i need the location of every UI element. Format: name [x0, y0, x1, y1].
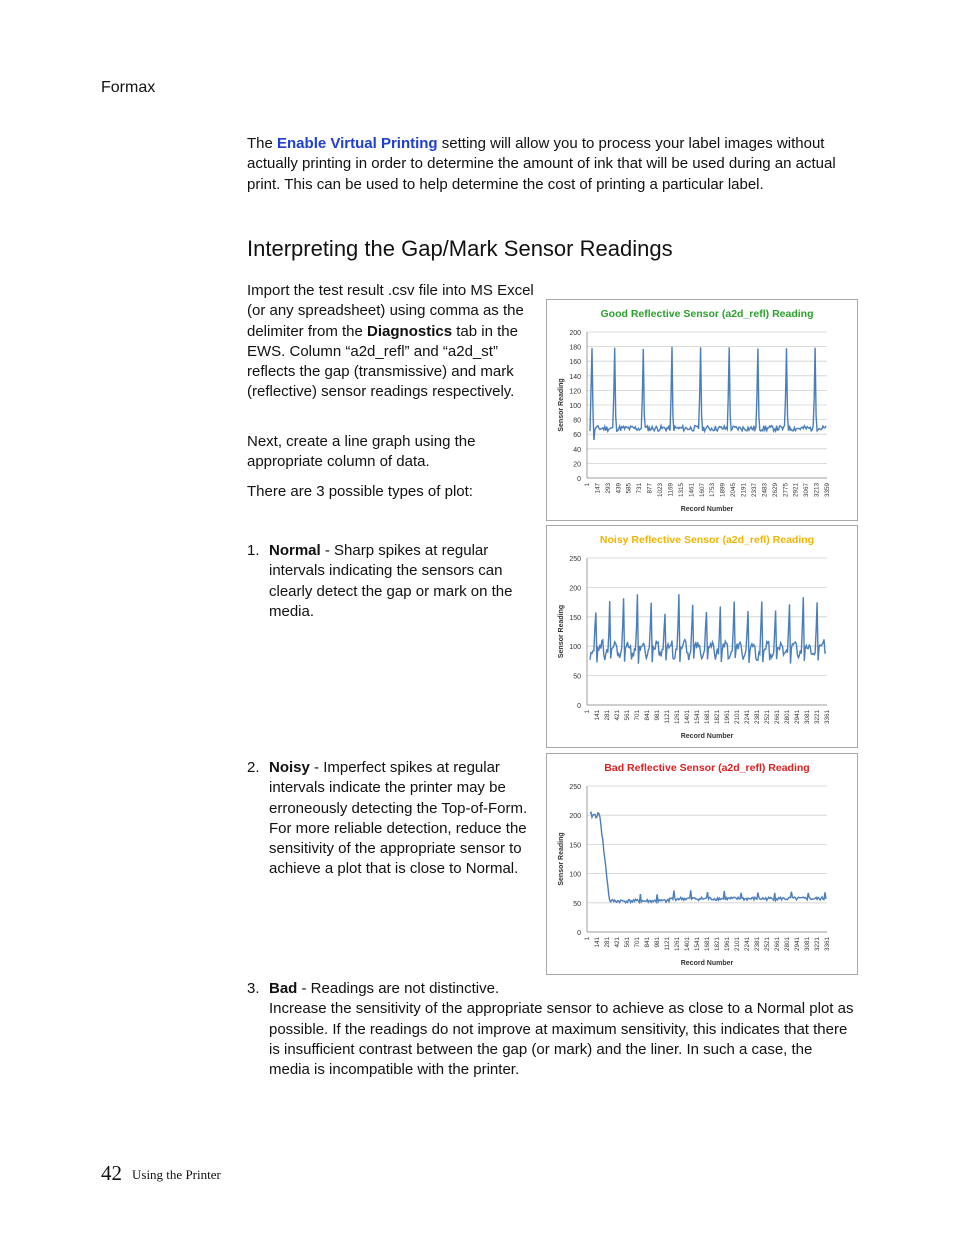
x-tick-label: 3213	[813, 483, 821, 498]
y-axis-label: Sensor Reading	[558, 378, 565, 432]
list-item-noisy	[247, 758, 537, 880]
list-term: Noisy	[269, 759, 310, 776]
x-tick-label: 1541	[694, 710, 701, 725]
y-tick-label: 160	[569, 359, 581, 367]
y-tick-label: 140	[569, 373, 581, 381]
x-tick-label: 1315	[677, 483, 685, 498]
list-term: Normal	[269, 542, 321, 559]
intro-suffix: setting will allow you to process your label images without actually printing in order to determine the amount of ink that will be used during an actual print. This can be used to help determine the cost of printing a particular label.	[247, 135, 836, 193]
y-tick-label: 150	[569, 842, 581, 850]
x-tick-label: 1681	[704, 710, 711, 725]
x-tick-label: 2801	[784, 710, 791, 725]
intro-prefix: The	[247, 135, 278, 152]
x-tick-label: 1821	[714, 710, 721, 725]
diagnostics-bold: Diagnostics	[367, 322, 453, 340]
import-text-a: Import the test result .csv file into MS Excel (or any spreadsheet) using comma as the delimiter from the	[247, 282, 534, 340]
chart-good-svg	[547, 300, 857, 520]
list-number: 2.	[247, 759, 260, 776]
x-tick-label: 3081	[804, 710, 811, 725]
x-tick-label: 141	[594, 710, 601, 721]
y-tick-label: 50	[573, 900, 581, 908]
x-tick-label: 701	[634, 710, 641, 721]
x-tick-label: 2921	[792, 483, 800, 498]
x-tick-label: 3359	[824, 483, 831, 498]
x-tick-label: 1	[584, 937, 591, 941]
x-tick-label: 2101	[734, 937, 741, 952]
x-tick-label: 1261	[674, 710, 681, 725]
x-tick-label: 841	[644, 937, 651, 948]
x-tick-label: 2661	[774, 937, 781, 952]
x-tick-label: 2775	[782, 483, 790, 498]
x-tick-label: 981	[654, 710, 661, 721]
list-description: - Readings are not distinctive.	[297, 980, 500, 997]
y-tick-label: 180	[569, 344, 581, 352]
list-number: 3.	[247, 980, 260, 997]
chart-bad	[546, 753, 858, 975]
list-number: 1.	[247, 542, 260, 559]
chart-noisy	[546, 525, 858, 748]
series-line	[590, 347, 826, 440]
x-tick-label: 281	[604, 710, 611, 721]
y-tick-label: 100	[569, 871, 581, 879]
y-tick-label: 0	[577, 703, 581, 710]
y-tick-label: 250	[569, 556, 581, 563]
x-tick-label: 2241	[744, 710, 751, 725]
y-tick-label: 0	[577, 476, 581, 483]
x-tick-label: 585	[625, 483, 633, 494]
y-tick-label: 40	[573, 446, 581, 454]
x-tick-label: 2483	[761, 483, 769, 498]
chart-title: Bad Reflective Sensor (a2d_refl) Reading	[604, 762, 810, 774]
x-tick-label: 701	[634, 937, 641, 948]
x-tick-label: 1121	[664, 937, 671, 951]
x-tick-label: 2521	[764, 937, 771, 952]
y-axis-label: Sensor Reading	[558, 832, 565, 886]
x-tick-label: 1681	[704, 937, 711, 952]
x-tick-label: 2661	[774, 710, 781, 725]
import-text-b: tab in the EWS. Column “a2d_refl” and “a2d_st” reflects the gap (transmissive) and mark (reflective) sensor readings respectively.	[247, 322, 518, 401]
chart-title: Good Reflective Sensor (a2d_refl) Reading	[600, 308, 814, 320]
x-tick-label: 1	[584, 483, 591, 487]
x-tick-label: 2941	[794, 710, 801, 725]
y-tick-label: 200	[569, 585, 581, 593]
x-tick-label: 877	[646, 483, 654, 494]
list-description: - Imperfect spikes at regular intervals indicate the printer may be erroneously detecting the Top-of-Form. For more reliable detection, reduce the sensitivity of the appropriate sensor to achieve a plot that is close to Normal.	[269, 759, 528, 878]
x-tick-label: 2941	[794, 937, 801, 952]
x-tick-label: 421	[614, 710, 621, 721]
series-line	[590, 594, 826, 663]
list-item-normal	[247, 541, 537, 622]
x-tick-label: 2801	[784, 937, 791, 952]
x-tick-label: 147	[594, 483, 602, 494]
chart-bad-svg	[547, 754, 857, 974]
y-tick-label: 250	[569, 784, 581, 791]
x-tick-label: 1401	[684, 710, 691, 725]
y-tick-label: 200	[569, 813, 581, 821]
chart-good	[546, 299, 858, 521]
x-tick-label: 3361	[824, 937, 831, 952]
import-paragraph	[247, 281, 537, 403]
y-tick-label: 50	[573, 673, 581, 681]
x-tick-label: 1821	[714, 937, 721, 952]
x-tick-label: 981	[654, 937, 661, 948]
x-tick-label: 1	[584, 710, 591, 714]
y-tick-label: 100	[569, 403, 581, 410]
x-tick-label: 141	[594, 937, 601, 948]
section-title: Interpreting the Gap/Mark Sensor Readings	[247, 236, 673, 261]
x-tick-label: 2191	[740, 483, 748, 498]
x-tick-label: 3067	[803, 483, 811, 498]
x-tick-label: 1401	[684, 937, 691, 952]
x-tick-label: 2045	[730, 483, 738, 498]
x-tick-label: 561	[624, 937, 631, 948]
y-tick-label: 100	[569, 644, 581, 652]
x-tick-label: 281	[604, 937, 611, 948]
list-term: Bad	[269, 980, 298, 997]
list-description: - Sharp spikes at regular intervals indicating the sensors can clearly detect the gap or mark on the media.	[269, 542, 513, 620]
x-tick-label: 2337	[750, 483, 758, 498]
y-tick-label: 0	[577, 930, 581, 937]
x-tick-label: 1023	[657, 483, 665, 498]
x-tick-label: 2521	[764, 710, 771, 725]
x-tick-label: 1753	[709, 483, 717, 498]
page-number: 42	[101, 1161, 122, 1185]
y-tick-label: 200	[569, 330, 581, 337]
x-tick-label: 3361	[824, 710, 831, 725]
x-tick-label: 1169	[667, 483, 675, 497]
series-line	[590, 812, 826, 902]
x-tick-label: 841	[644, 710, 651, 721]
y-tick-label: 120	[569, 388, 581, 396]
line-graph-paragraph: Next, create a line graph using the appropriate column of data.	[247, 433, 476, 471]
x-tick-label: 3081	[804, 937, 811, 952]
x-tick-label: 1541	[694, 937, 701, 952]
x-tick-label: 3221	[814, 710, 821, 725]
x-tick-label: 561	[624, 710, 631, 721]
x-tick-label: 1461	[688, 483, 696, 498]
x-tick-label: 2381	[754, 710, 761, 725]
x-tick-label: 421	[614, 937, 621, 948]
y-tick-label: 80	[573, 417, 581, 425]
x-axis-label: Record Number	[680, 733, 734, 740]
x-axis-label: Record Number	[680, 960, 734, 967]
x-tick-label: 2241	[744, 937, 751, 952]
x-tick-label: 2381	[754, 937, 761, 952]
running-header: Formax	[101, 79, 156, 96]
plot-types-paragraph: There are 3 possible types of plot:	[247, 483, 473, 500]
x-tick-label: 731	[636, 483, 644, 494]
y-tick-label: 60	[573, 432, 581, 440]
x-tick-label: 1961	[724, 710, 731, 725]
x-tick-label: 1899	[719, 483, 727, 498]
footer-section: Using the Printer	[132, 1167, 221, 1182]
intro-paragraph	[247, 134, 857, 195]
x-tick-label: 1121	[664, 710, 671, 724]
list-extra: Increase the sensitivity of the appropriate sensor to achieve as close to a Normal plot as possible. If the readings do not improve at maximum sensitivity, this indicates that there is insufficient contrast between the gap (or mark) and the liner. In such a case, the media is incompatible with the printer.	[269, 1000, 854, 1079]
list-item-bad	[247, 979, 857, 1080]
x-tick-label: 1607	[698, 483, 706, 498]
chart-title: Noisy Reflective Sensor (a2d_refl) Reading	[599, 534, 815, 546]
x-tick-label: 2101	[734, 710, 741, 725]
x-tick-label: 1261	[674, 937, 681, 952]
chart-noisy-svg	[547, 526, 857, 747]
x-tick-label: 1961	[724, 937, 731, 952]
y-tick-label: 20	[573, 461, 581, 469]
x-tick-label: 439	[615, 483, 623, 494]
enable-virtual-printing-link[interactable]: Enable Virtual Printing	[277, 135, 438, 152]
y-tick-label: 150	[569, 614, 581, 622]
x-tick-label: 2629	[771, 483, 779, 498]
y-axis-label: Sensor Reading	[558, 604, 565, 659]
x-axis-label: Record Number	[680, 506, 734, 513]
x-tick-label: 293	[604, 483, 612, 494]
x-tick-label: 3221	[814, 937, 821, 952]
